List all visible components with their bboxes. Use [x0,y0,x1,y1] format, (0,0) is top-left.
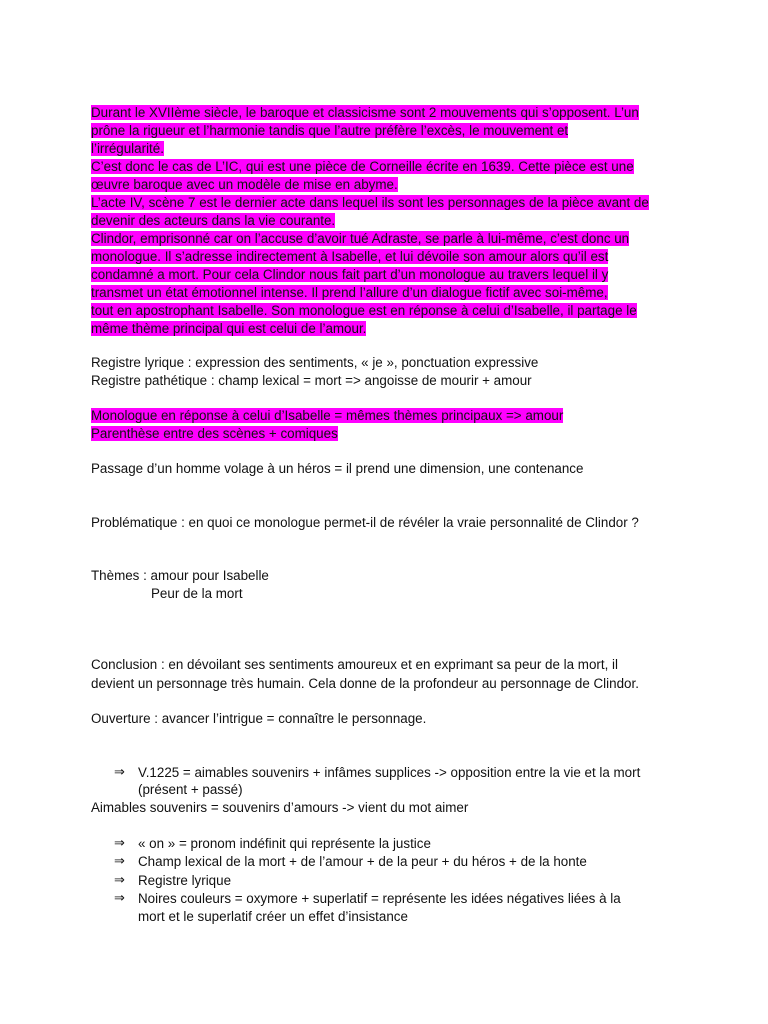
intro-line: tout en apostrophant Isabelle. Son monologue est en réponse à celui d’Isabelle, il partage le [91,303,637,318]
arrow-bullet-item [91,764,681,782]
arrow-bullet-item [91,872,681,890]
aimables-text: Aimables souvenirs = souvenirs d’amours -> vient du mot aimer [91,800,469,815]
arrow-bullet-item [91,835,681,853]
conclusion-line: devient un personnage très humain. Cela donne de la profondeur au personnage de Clindor. [91,676,639,691]
problematique-text: Problématique : en quoi ce monologue permet-il de révéler la vraie personnalité de Clindor ? [91,515,639,530]
intro-line: transmet un état émotionnel intense. Il prend l’allure d’un dialogue fictif avec soi-même, [91,285,608,300]
bullet-text: Registre lyrique [138,873,232,888]
double-arrow-icon: ⇒ [114,836,125,851]
intro-line: condamné a mort. Pour cela Clindor nous fait part d’un monologue au travers lequel il y [91,267,609,282]
intro-line: monologue. Il s’adresse indirectement à Isabelle, et lui dévoile son amour alors qu’il est [91,249,609,264]
intro-line: prône la rigueur et l’harmonie tandis que l’autre préfère l’excès, le mouvement et [91,123,569,138]
intro-line: œuvre baroque avec un modèle de mise en abyme. [91,177,398,192]
intro-line: C’est donc le cas de L’IC, qui est une pièce de Corneille écrite en 1639. Cette pièce est une [91,159,634,174]
themes-label: Thèmes : amour pour Isabelle [91,568,269,583]
bullet-text: Champ lexical de la mort + de l’amour + de la peur + du héros + de la honte [138,854,587,869]
intro-line: même thème principal qui est celui de l’amour. [91,321,367,336]
conclusion-line: Conclusion : en dévoilant ses sentiments amoureux et en exprimant sa peur de la mort, il [91,657,618,672]
bullet-text: mort et le superlatif créer un effet d’insistance [138,909,408,924]
bullet-text: Noires couleurs = oxymore + superlatif = représente les idées négatives liées à la [138,891,621,906]
intro-line: Clindor, emprisonné car on l’accuse d’avoir tué Adraste, se parle à lui-même, c’est donc un [91,231,630,246]
arrow-bullet-item [91,853,681,871]
bullet-text: (présent + passé) [138,782,243,797]
bullet-text: « on » = pronom indéfinit qui représente la justice [138,836,431,851]
passage-text: Passage d’un homme volage à un héros = il prend une dimension, une contenance [91,461,584,476]
intro-line: l’irrégularité. [91,141,164,156]
double-arrow-icon: ⇒ [114,873,125,888]
registre-pathetique: Registre pathétique : champ lexical = mort => angoisse de mourir + amour [91,373,532,388]
double-arrow-icon: ⇒ [114,891,125,906]
registre-lyrique: Registre lyrique : expression des sentiments, « je », ponctuation expressive [91,355,539,370]
ouverture-text: Ouverture : avancer l’intrigue = connaître le personnage. [91,711,427,726]
highlight-line: Monologue en réponse à celui d’Isabelle = mêmes thèmes principaux => amour [91,408,564,423]
intro-line: devenir des acteurs dans la vie courante. [91,213,336,228]
bullet-continuation [91,908,681,926]
arrow-bullet-item [91,890,681,908]
double-arrow-icon: ⇒ [114,854,125,869]
bullet-continuation [91,781,681,799]
themes-second: Peur de la mort [151,586,243,601]
intro-line: L’acte IV, scène 7 est le dernier acte dans lequel ils sont les personnages de la pièce avant de [91,195,649,210]
double-arrow-icon: ⇒ [114,765,125,780]
highlight-line: Parenthèse entre des scènes + comiques [91,426,338,441]
bullet-text: V.1225 = aimables souvenirs + infâmes supplices -> opposition entre la vie et la mort [138,765,641,780]
intro-line: Durant le XVIIème siècle, le baroque et classicisme sont 2 mouvements qui s’opposent. L’un [91,105,639,120]
